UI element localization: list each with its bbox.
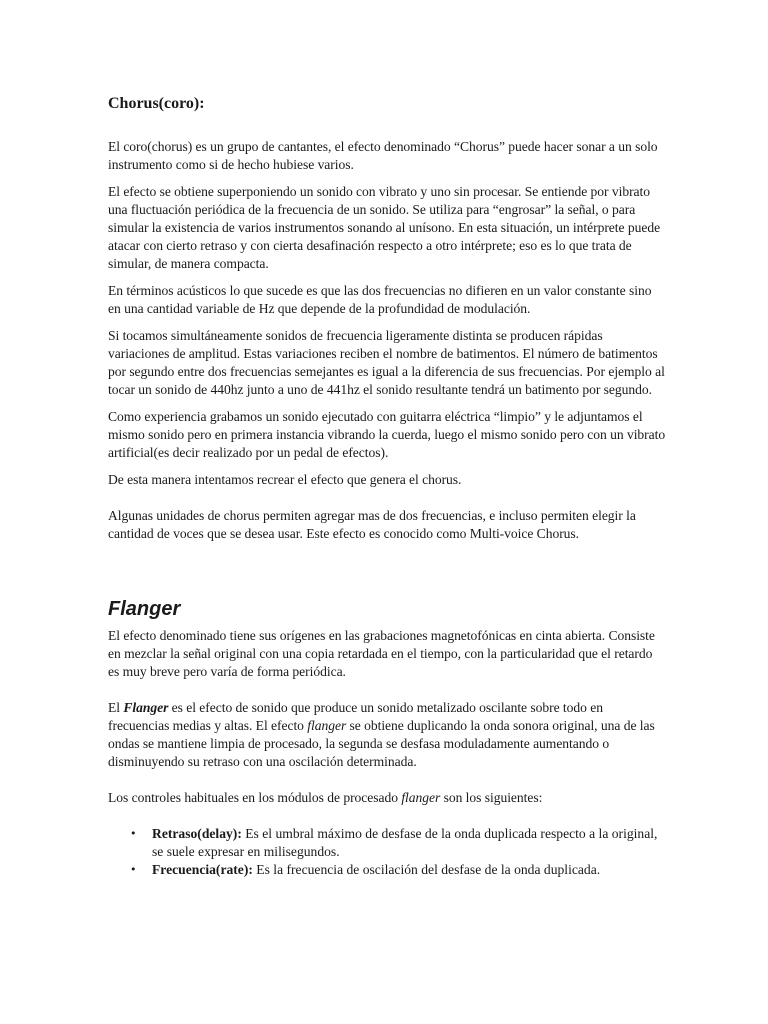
- chorus-paragraph-2: El efecto se obtiene superponiendo un sonido con vibrato y uno sin procesar. Se entiende por vibrato una fluctuación periódica de la frecuencia de un sonido. Se utiliza para “engrosar” la señal, o para simular la existencia de varios instrumentos sonando al unísono. En esta situación, un intérprete puede atacar con cierto retraso y con cierta desafinación respecto a otro intérprete; eso es lo que trata de simular, de manera compacta.: [108, 184, 661, 271]
- flanger-p2-term-bold: Flanger: [123, 700, 169, 715]
- flanger-p2-text-e: se obtiene duplicando la onda sonora original, una de las ondas se mantiene limpia de procesado, la segunda se desfasa moduladamente aumentando o disminuyendo su retraso con una oscilación determinada.: [108, 718, 655, 769]
- chorus-paragraph-5: Como experiencia grabamos un sonido ejecutado con guitarra eléctrica “limpio” y le adjuntamos el mismo sonido pero en primera instancia vibrando la cuerda, luego el mismo sonido pero con un vibrato artificial(es decir realizado por un pedal de efectos).: [108, 409, 666, 460]
- flanger-paragraph-2: [108, 699, 666, 771]
- flanger-paragraph-1: El efecto denominado tiene sus orígenes en las grabaciones magnetofónicas en cinta abierta. Consiste en mezclar la señal original con una copia retardada en el tiempo, con la particularidad que el retardo es muy breve pero varía de forma periódica.: [108, 628, 655, 679]
- list-item-rate: [108, 861, 666, 879]
- bullet-icon: •: [130, 827, 137, 840]
- chorus-heading: Chorus(coro):: [108, 95, 205, 112]
- chorus-paragraph-4: Si tocamos simultáneamente sonidos de frecuencia ligeramente distinta se producen rápidas variaciones de amplitud. Estas variaciones reciben el nombre de batimentos. El número de batimentos por segundo entre dos frecuencias semejantes es igual a la diferencia de sus frecuencias. Por ejemplo al tocar un sonido de 440hz junto a uno de 441hz el sonido resultante tendrá un batimento por segundo.: [108, 328, 665, 397]
- flanger-controls-list: [108, 825, 666, 879]
- chorus-paragraph-1: El coro(chorus) es un grupo de cantantes, el efecto denominado “Chorus” puede hacer sonar a un solo instrumento como si de hecho hubiese varios.: [108, 139, 658, 172]
- list-item-term: Retraso(delay):: [152, 826, 242, 841]
- flanger-p3-text-c: son los siguientes:: [440, 790, 543, 805]
- flanger-p2-text-c: es el efecto de sonido que produce un sonido metalizado oscilante sobre todo en frecuencias medias y altas. El efecto: [108, 700, 603, 733]
- flanger-heading: Flanger: [108, 598, 181, 620]
- chorus-paragraph-3: En términos acústicos lo que sucede es que las dos frecuencias no difieren en un valor constante sino en una cantidad variable de Hz que depende de la profundidad de modulación.: [108, 283, 652, 316]
- flanger-paragraph-3: [108, 789, 666, 807]
- chorus-paragraph-6: De esta manera intentamos recrear el efecto que genera el chorus.: [108, 472, 462, 487]
- list-item-text: Es el umbral máximo de desfase de la onda duplicada respecto a la original, se suele expresar en milisegundos.: [152, 826, 658, 859]
- chorus-paragraph-7: Algunas unidades de chorus permiten agregar mas de dos frecuencias, e incluso permiten elegir la cantidad de voces que se desea usar. Este efecto es conocido como Multi-voice Chorus.: [108, 508, 636, 541]
- list-item-delay: [108, 825, 666, 861]
- bullet-icon: •: [130, 863, 137, 876]
- flanger-p2-text-a: El: [108, 700, 124, 715]
- flanger-p3-text-a: Los controles habituales en los módulos de procesado: [108, 790, 402, 805]
- list-item-term: Frecuencia(rate):: [152, 862, 253, 877]
- flanger-p2-term-italic: flanger: [307, 718, 347, 733]
- document-body: [108, 94, 666, 879]
- flanger-p3-term-italic: flanger: [401, 790, 441, 805]
- list-item-text: Es la frecuencia de oscilación del desfase de la onda duplicada.: [252, 862, 601, 877]
